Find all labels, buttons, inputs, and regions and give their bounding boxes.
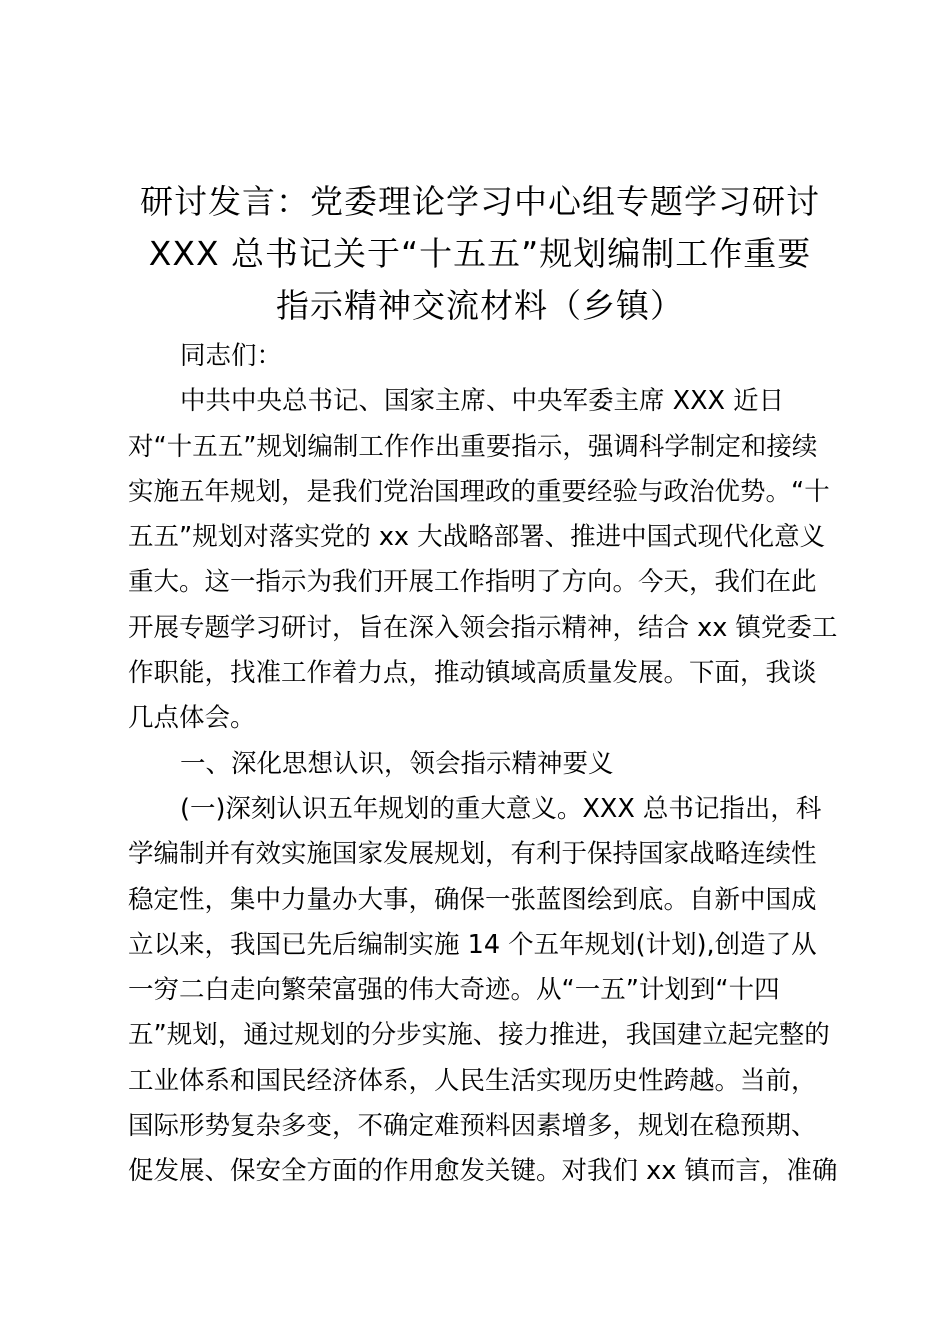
paragraph-line: 实施五年规划，是我们党治国理政的重要经验与政治优势。“十 [128,476,830,507]
paragraph-line: (一)深刻认识五年规划的重大意义。XXX 总书记指出，科 [180,793,822,824]
paragraph-line: 立以来，我国已先后编制实施 14 个五年规划(计划),创造了从 [128,929,817,960]
paragraph-line: 学编制并有效实施国家发展规划，有利于保持国家战略连续性 [128,839,817,870]
paragraph-line: 国际形势复杂多变，不确定难预料因素增多，规划在稳预期、 [128,1111,817,1142]
paragraph-line: 五”规划，通过规划的分步实施、接力推进，我国建立起完整的 [128,1020,830,1051]
paragraph-line: 一穷二白走向繁荣富强的伟大奇迹。从“一五”计划到“十四 [128,975,780,1006]
paragraph-line: 工业体系和国民经济体系，人民生活实现历史性跨越。当前， [128,1065,817,1096]
paragraph-line: 中共中央总书记、国家主席、中央军委主席 XXX 近日 [180,386,785,417]
document-title [128,176,832,332]
paragraph-line: 重大。这一指示为我们开展工作指明了方向。今天，我们在此 [128,567,817,598]
paragraph-line: 几点体会。 [128,703,256,734]
paragraph-line: 稳定性，集中力量办大事，确保一张蓝图绘到底。自新中国成 [128,884,817,915]
paragraph-line: 作职能，找准工作着力点，推动镇域高质量发展。下面，我谈 [128,658,817,689]
document-page [128,176,838,1195]
paragraph-line: 五五”规划对落实党的 xx 大战略部署、推进中国式现代化意义 [128,522,826,553]
title-line: 研讨发言：党委理论学习中心组专题学习研讨 [140,182,820,221]
paragraph-line: 开展专题学习研讨，旨在深入领会指示精神，结合 xx 镇党委工 [128,612,838,643]
paragraph-line: 对“十五五”规划编制工作作出重要指示，强调科学制定和接续 [128,431,818,462]
title-line: 指示精神交流材料（乡镇） [276,286,684,325]
greeting: 同志们： [180,341,283,371]
title-line: XXX 总书记关于“十五五”规划编制工作重要 [148,234,812,273]
paragraph-line: 促发展、保安全方面的作用愈发关键。对我们 xx 镇而言，准确 [128,1156,838,1187]
section-heading: 一、深化思想认识，领会指示精神要义 [180,748,614,779]
